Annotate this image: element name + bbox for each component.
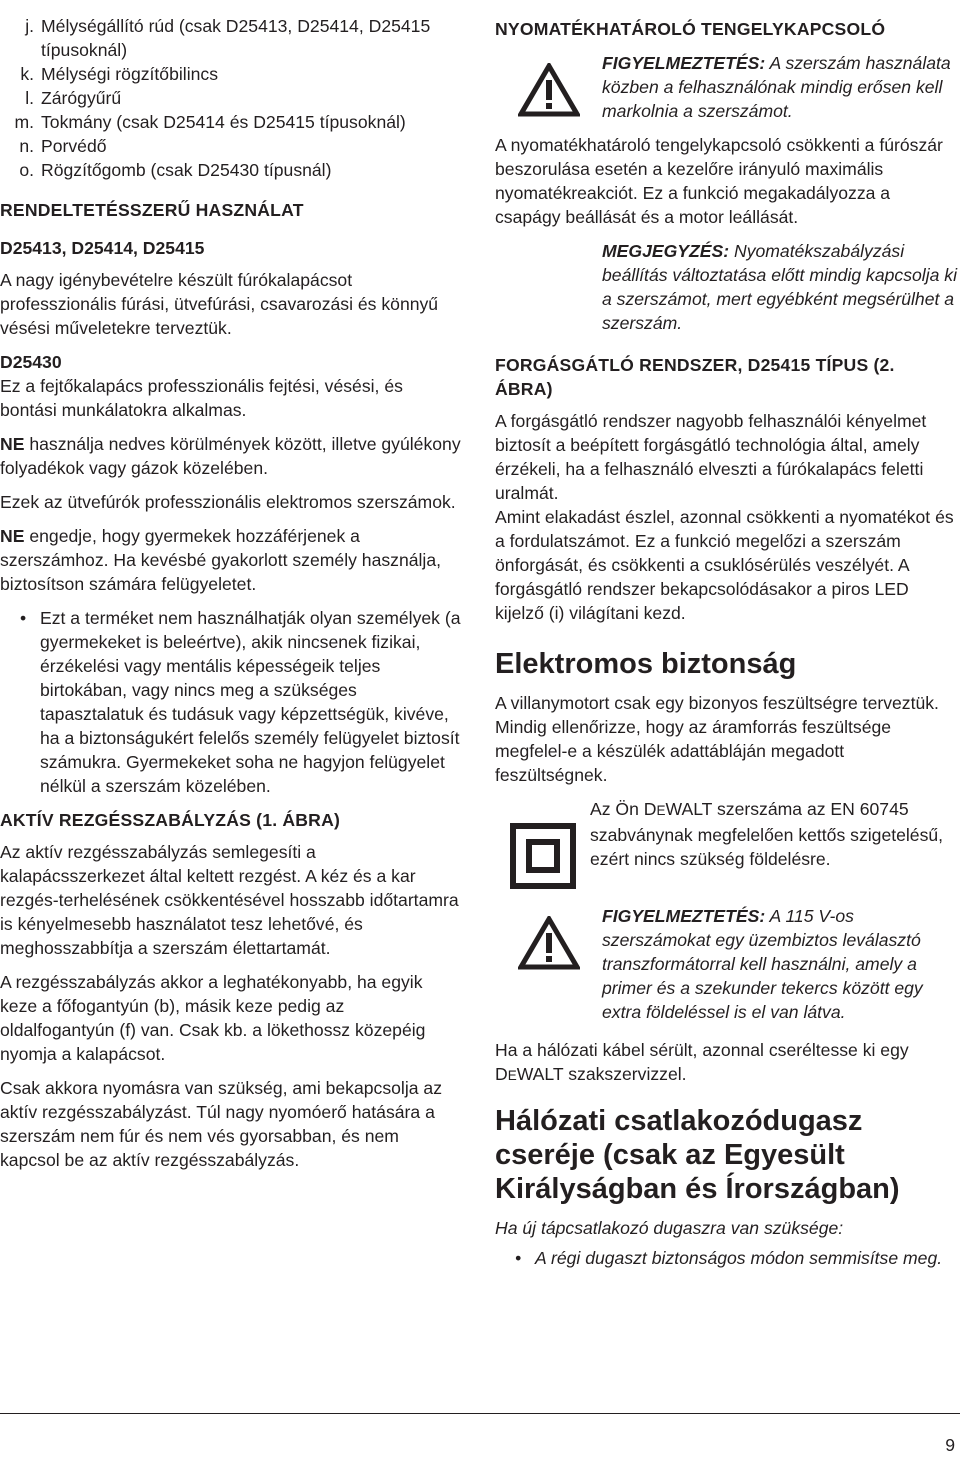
bullet-dot: • <box>515 1248 522 1268</box>
right-column <box>495 14 957 1270</box>
avc-paragraph-1: Az aktív rezgésszabályzás semlegesíti a kalapácsszerkezet által keltett rezgést. A kéz és a kar rezgés-terhelésének csökkentésével hosszabb időtartamra is kényelmesebb használatot tesz lehetővé, és meghosszabbítja a szerszám élettartamát. <box>0 842 459 958</box>
electrical-paragraph-1: A villanymotort csak egy bizonyos feszültségre terveztük. Mindig ellenőrizze, hogy az áramforrás feszültsége megfelel-e a készülék adattábláján megadott feszültségnek. <box>495 693 939 785</box>
list-item: m. Tokmány (csak D25414 és D25415 típusoknál) <box>14 112 406 132</box>
footer-rule <box>0 1413 960 1414</box>
damaged-cable-paragraph: Ha a hálózati kábel sérült, azonnal cseréltesse ki egy DEWALT szakszervizzel. <box>495 1040 909 1084</box>
list-item: j. Mélységállító rúd (csak D25413, D25414, D25415 típusoknál) <box>25 16 431 60</box>
clutch-warning: FIGYELMEZTETÉS: A szerszám használata közben a felhasználónak mindig erősen kell markolnia a szerszámot. <box>495 51 957 123</box>
bullet-item: • Ezt a terméket nem használhatják olyan személyek (a gyermekeket is beleértve), akik nincsenek fizikai, érzékelési vagy mentális képességeik teljes birtokában, vagy nincs meg a szükséges tapasztalatuk és tudásuk vagy képzettségük, kivéve, ha a biztonságukért felelős személy felügyelet biztosít számukra. Gyermekeket soha ne hagyjon felügyelet nélkül a szerszám közelében. <box>0 606 462 798</box>
clutch-heading: NYOMATÉKHATÁROLÓ TENGELYKAPCSOLÓ <box>495 19 886 39</box>
clutch-paragraph: A nyomatékhatároló tengelykapcsoló csökkenti a fúrószár beszorulása esetén a kezelőre irányuló maximális nyomatékreakciót. Ez a funkció megakadályozza a csapágy beállását és a motor leállását. <box>495 135 943 227</box>
bullet-item: • A régi dugaszt biztonságos módon semmisítse meg. <box>495 1246 957 1270</box>
anti-rotation-paragraph-2: Amint elakadást észlel, azonnal csökkenti a nyomatékot és a fordulatszámot. Ez a funkció megelőzi a szerszám önforgását, és csökkenti a csuklósérülés veszélyét. A forgásgátló rendszer bekapcsolódásakor a piros LED kijelző (i) világítani kezd. <box>495 507 954 623</box>
double-insulation-icon <box>495 797 590 894</box>
electrical-safety-heading: Elektromos biztonság <box>495 648 797 680</box>
list-item: o. Rögzítőgomb (csak D25430 típusnál) <box>19 160 332 180</box>
intended-use-paragraph-a: A nagy igénybevételre készült fúrókalapácsot professzionális fúrási, ütvefúrási, csavarozási és könnyű vésési műveletekre terveztük. <box>0 270 439 338</box>
professional-tools-paragraph: Ezek az ütvefúrók professzionális elektromos szerszámok. <box>0 492 456 512</box>
list-item: l. Zárógyűrű <box>25 88 122 108</box>
double-insulation-block <box>495 797 957 894</box>
warning-triangle-icon <box>495 51 602 117</box>
warning-triangle-icon <box>495 904 602 970</box>
wet-conditions-paragraph: NE használja nedves körülmények között, illetve gyúlékony folyadékok vagy gázok közelében. <box>0 434 461 478</box>
anti-rotation-heading: FORGÁSGÁTLÓ RENDSZER, D25415 TÍPUS (2. ÁBRA) <box>495 355 895 399</box>
intended-use-paragraph-b: Ez a fejtőkalapács professzionális fejtési, vésési, és bontási munkálatokra alkalmas. <box>0 376 403 420</box>
avc-paragraph-2: A rezgésszabályzás akkor a leghatékonyabb, ha egyik keze a főfogantyún (b), másik keze pedig az oldalfogantyún (f) van. Csak kb. a lökethossz közepéig nyomja a kalapácsot. <box>0 972 426 1064</box>
avc-paragraph-3: Csak akkora nyomásra van szükség, ami bekapcsolja az aktív rezgésszabályzást. Túl nagy nyomóerő hatására a szerszám nem fúr és nem vés gyorsabban, és nem kapcsol be az aktív rezgésszabályzás. <box>0 1078 442 1170</box>
parts-list <box>0 14 462 182</box>
model-b-subheading: D25430 <box>0 352 62 372</box>
bullet-dot: • <box>20 608 27 628</box>
list-item: n. Porvédő <box>19 136 107 156</box>
avc-heading: AKTÍV REZGÉSSZABÁLYZÁS (1. ÁBRA) <box>0 810 341 830</box>
transformer-warning: FIGYELMEZTETÉS: A 115 V-os szerszámokat egy üzembiztos leválasztó transzformátorral kell használni, amely a primer és a szekunder tekercs között egy extra földeléssel is el van látva. <box>495 904 957 1024</box>
clutch-note: MEGJEGYZÉS: Nyomatékszabályzási beállítás változtatása előtt mindig kapcsolja ki a szerszámot, mert egyébként megsérülhet a szerszám. <box>602 241 957 333</box>
anti-rotation-paragraph-1: A forgásgátló rendszer nagyobb felhasználói kényelmet biztosít a beépített forgásgátló technológia által, amely érzékeli, ha a felhasználó elveszti a fúrókalapács feletti uralmát. <box>495 411 927 503</box>
left-column <box>0 14 462 1172</box>
models-a-subheading: D25413, D25414, D25415 <box>0 238 205 258</box>
page-number: 9 <box>945 1435 955 1455</box>
double-insulation-text: Az Ön DEWALT szerszáma az EN 60745 szabványnak megfelelően kettős szigetelésű, ezért nincs szükség földelésre. <box>590 799 944 869</box>
plug-replacement-heading: Hálózati csatlakozódugasz cseréje (csak az Egyesült Királyságban és Írországban) <box>495 1105 900 1205</box>
plug-intro: Ha új tápcsatlakozó dugaszra van szüksége: <box>495 1218 844 1238</box>
children-paragraph: NE engedje, hogy gyermekek hozzáférjenek a szerszámhoz. Ha kevésbé gyakorlott személy használja, biztosítson számára felügyeletet. <box>0 526 442 594</box>
intended-use-heading: RENDELTETÉSSZERŰ HASZNÁLAT <box>0 200 304 220</box>
list-item: k. Mélységi rögzítőbilincs <box>20 64 218 84</box>
